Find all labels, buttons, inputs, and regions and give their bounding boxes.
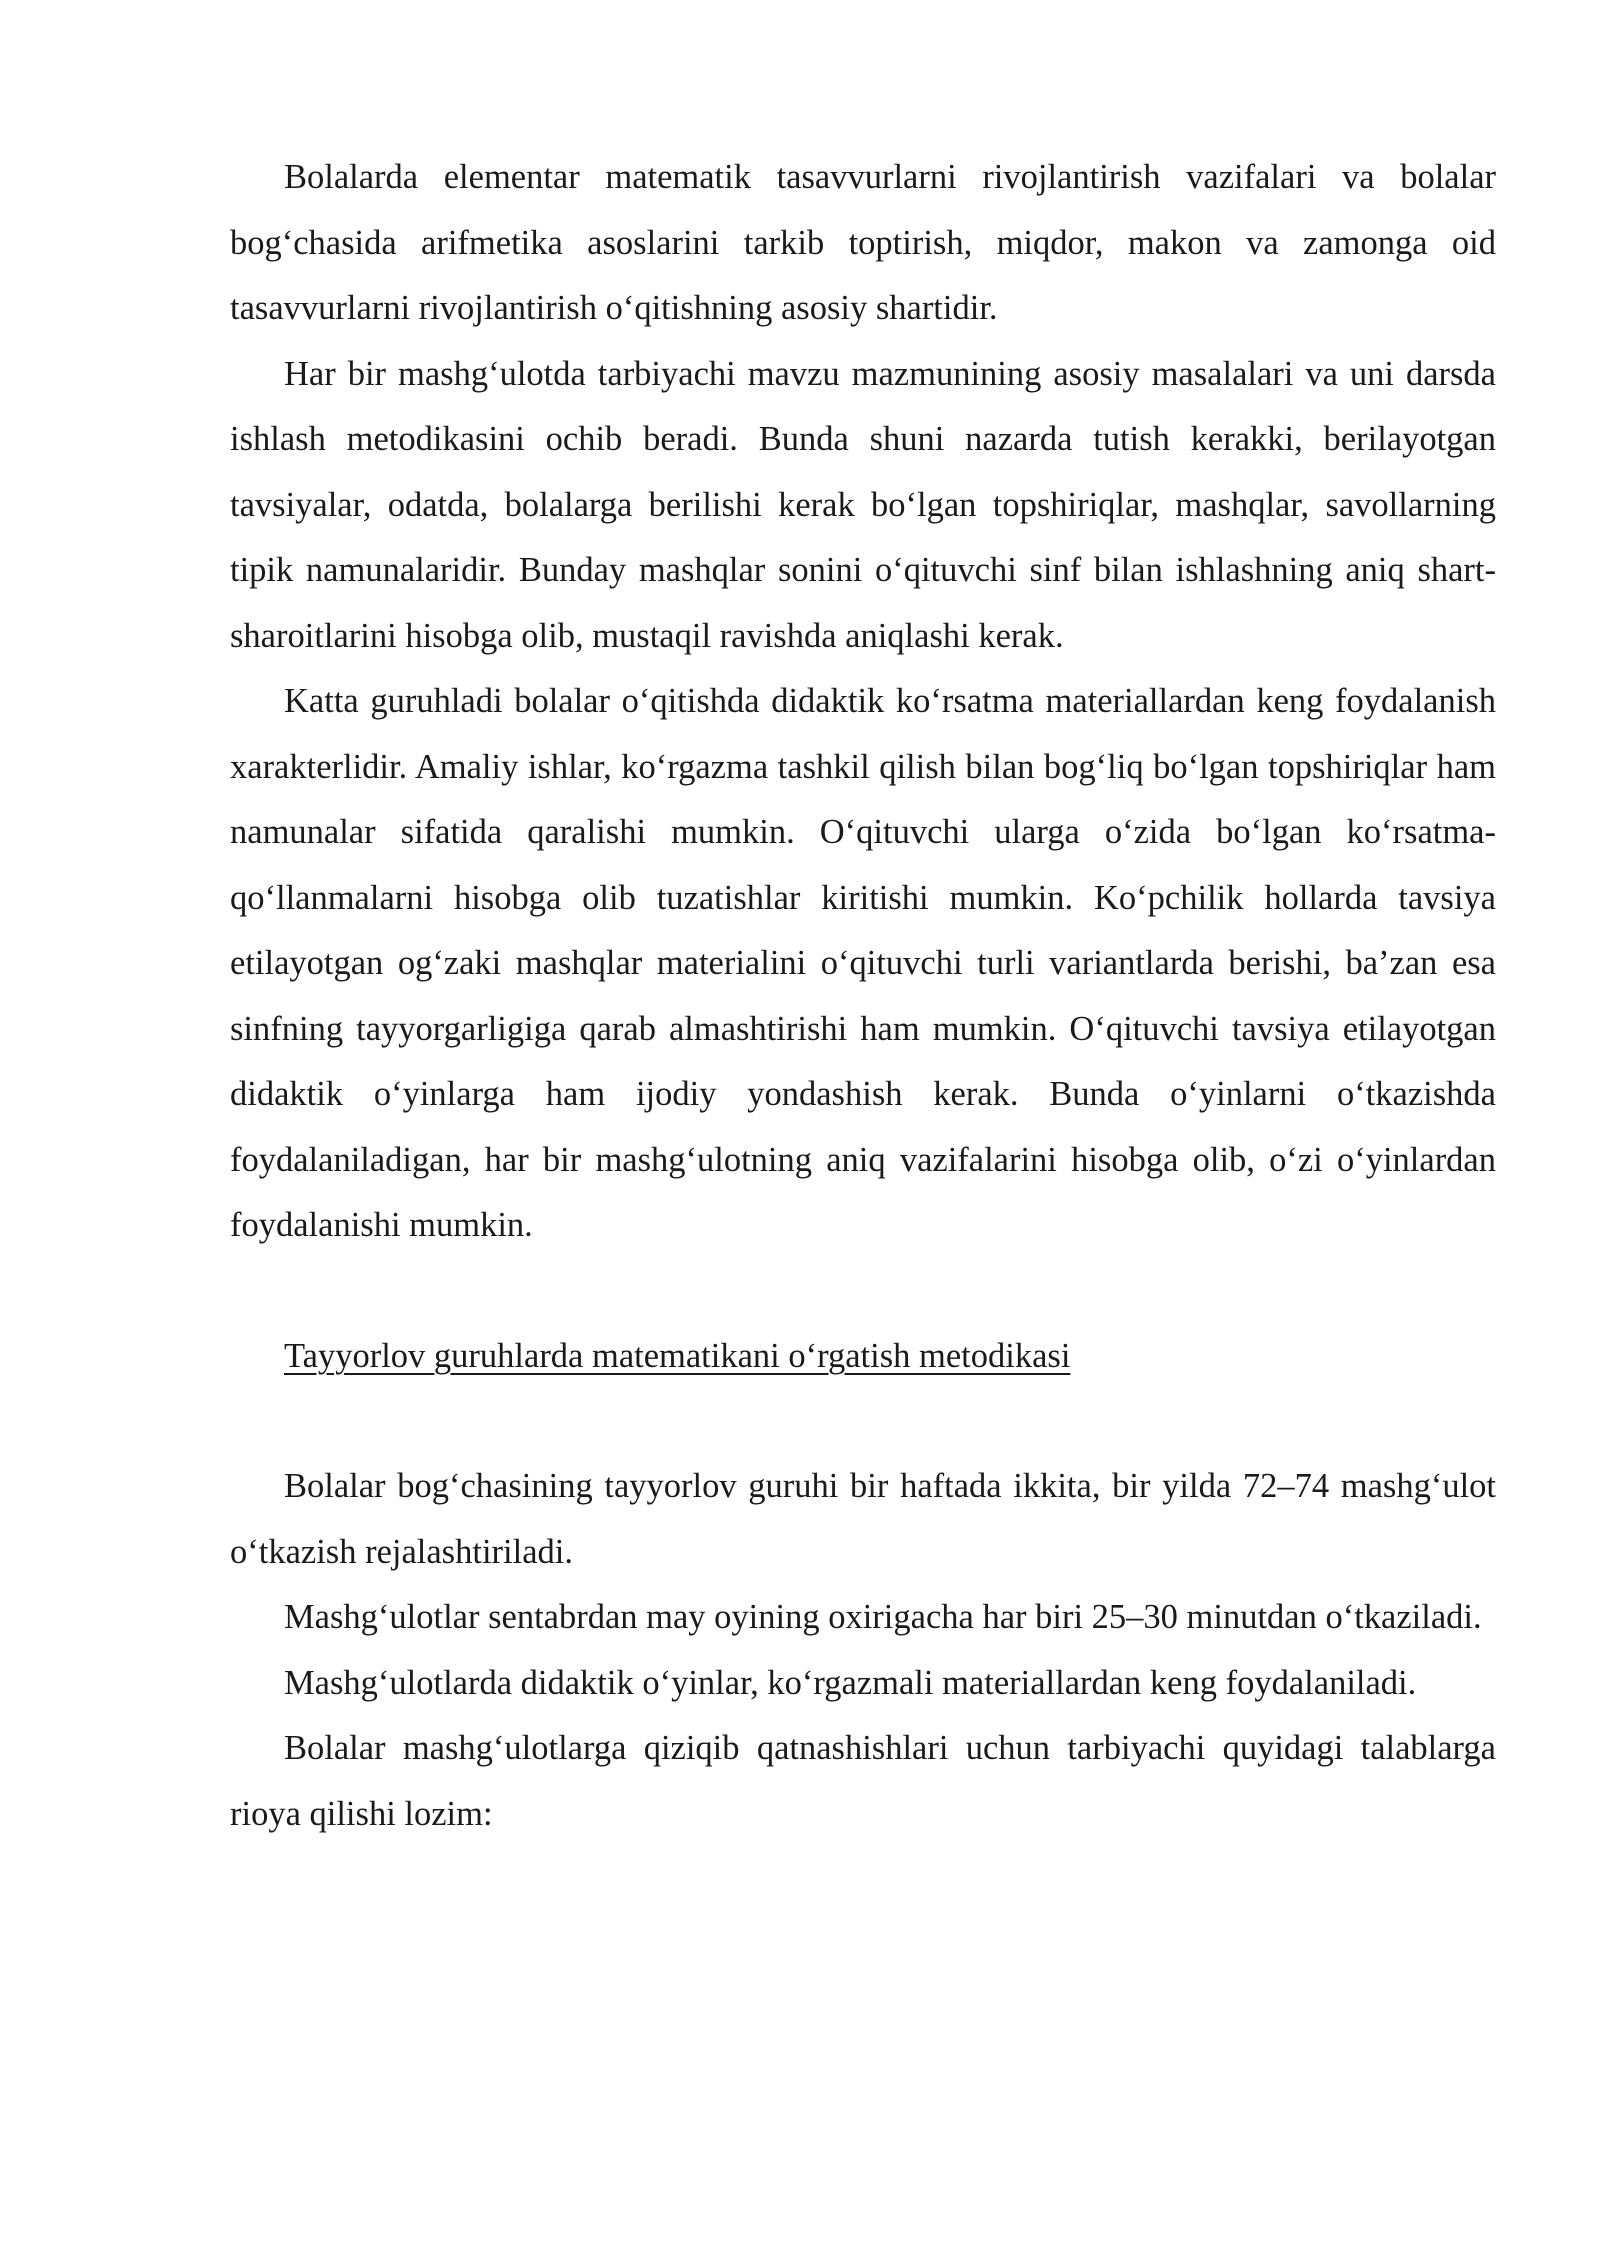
spacer (230, 1389, 1496, 1454)
document-page (230, 145, 1496, 1847)
section-heading: Tayyorlov guruhlarda matematikani o‘rgatish metodikasi (284, 1336, 1071, 1375)
paragraph: Katta guruhladi bolalar o‘qitishda didaktik ko‘rsatma materiallardan keng foydalanish xarakterlidir. Amaliy ishlar, ko‘rgazma tashkil qilish bilan bog‘liq bo‘lgan topshiriqlar ham namunalar sifatida qaralishi mumkin. O‘qituvchi ularga o‘zida bo‘lgan ko‘rsatma-qo‘llanmalarni hisobga olib tuzatishlar kiritishi mumkin. Ko‘pchilik hollarda tavsiya etilayotgan og‘zaki mashqlar materialini o‘qituvchi turli variantlarda berishi, ba’zan esa sinfning tayyorgarligiga qarab almashtirishi ham mumkin. O‘qituvchi tavsiya etilayotgan didaktik o‘yinlarga ham ijodiy yondashish kerak. Bunda o‘yinlarni o‘tkazishda foydalaniladigan, har bir mashg‘ulotning aniq vazifalarini hisobga olib, o‘zi o‘yinlardan foydalanishi mumkin. (230, 682, 1496, 1244)
paragraph: Bolalar mashg‘ulotlarga qiziqib qatnashishlari uchun tarbiyachi quyidagi talablarga rioya qilishi lozim: (230, 1729, 1496, 1833)
paragraph: Har bir mashg‘ulotda tarbiyachi mavzu mazmunining asosiy masalalari va uni darsda ishlash metodikasini ochib beradi. Bunda shuni nazarda tutish kerakki, berilayotgan tavsiyalar, odatda, bolalarga berilishi kerak bo‘lgan topshiriqlar, mashqlar, savollarning tipik namunalaridir. Bunday mashqlar sonini o‘qituvchi sinf bilan ishlashning aniq shart-sharoitlarini hisobga olib, mustaqil ravishda aniqlashi kerak. (230, 354, 1496, 655)
paragraph: Bolalar bog‘chasining tayyorlov guruhi bir haftada ikkita, bir yilda 72–74 mashg‘ulot o‘tkazish rejalashtiriladi. (230, 1467, 1496, 1571)
paragraph: Bolalarda elementar matematik tasavvurlarni rivojlantirish vazifalari va bolalar bog‘chasida arifmetika asoslarini tarkib toptirish, miqdor, makon va zamonga oid tasavvurlarni rivojlantirish o‘qitishning asosiy shartidir. (230, 158, 1496, 327)
paragraph: Mashg‘ulotlarda didaktik o‘yinlar, ko‘rgazmali materiallardan keng foydalaniladi. (284, 1663, 1417, 1702)
spacer (230, 1259, 1496, 1324)
paragraph: Mashg‘ulotlar sentabrdan may oyining oxirigacha har biri 25–30 minutdan o‘tkaziladi. (284, 1598, 1482, 1636)
